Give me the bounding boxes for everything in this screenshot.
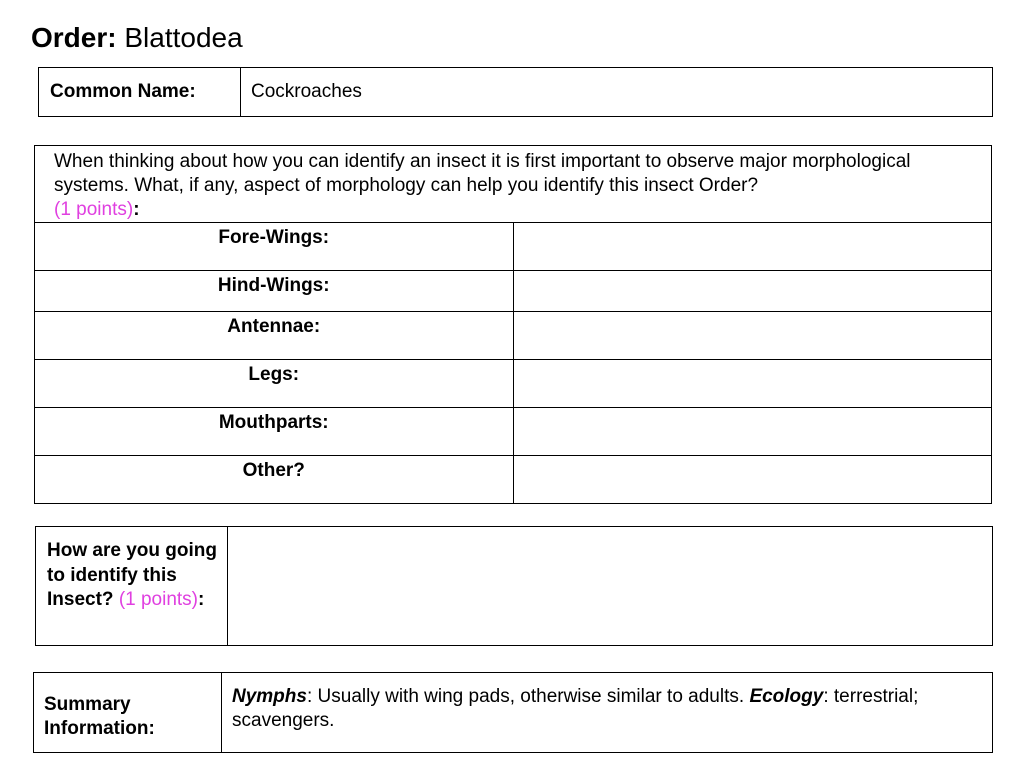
morphology-question-text: When thinking about how you can identify an insect it is first important to observe major morphological systems. What, if any, aspect of morphology can help you identify this insect Order?: [54, 151, 911, 196]
nymphs-label: Nymphs: [232, 686, 307, 707]
identification-answer[interactable]: [228, 527, 993, 646]
identification-points-suffix: :: [198, 589, 205, 610]
identification-question-text: How are you going to identify this Insect?: [47, 540, 217, 610]
legs-answer[interactable]: [513, 360, 992, 408]
summary-label: Summary Information:: [34, 673, 222, 753]
morphology-table: [34, 145, 992, 504]
common-name-table: [38, 67, 993, 117]
summary-value: [222, 673, 993, 753]
order-label: Order:: [31, 22, 117, 53]
fore-wings-label: Fore-Wings:: [35, 223, 514, 271]
morphology-points-suffix: :: [133, 199, 140, 220]
hind-wings-answer[interactable]: [513, 271, 992, 312]
ecology-text: : terrestrial; scavengers.: [232, 686, 919, 731]
identification-points: (1 points): [118, 589, 199, 610]
mouthparts-label: Mouthparts:: [35, 408, 514, 456]
fore-wings-answer[interactable]: [513, 223, 992, 271]
page-title: [31, 18, 243, 58]
hind-wings-label: Hind-Wings:: [35, 271, 514, 312]
common-name-value[interactable]: Cockroaches: [241, 68, 993, 117]
mouthparts-answer[interactable]: [513, 408, 992, 456]
morphology-question: [35, 146, 992, 223]
antennae-answer[interactable]: [513, 312, 992, 360]
nymphs-text: : Usually with wing pads, otherwise similar to adults.: [306, 686, 750, 707]
common-name-label: Common Name:: [39, 68, 241, 117]
other-label: Other?: [35, 456, 514, 504]
summary-table: [33, 672, 993, 753]
morphology-points: (1 points): [54, 199, 134, 220]
identification-question: [36, 527, 228, 646]
legs-label: Legs:: [35, 360, 514, 408]
antennae-label: Antennae:: [35, 312, 514, 360]
other-answer[interactable]: [513, 456, 992, 504]
order-value: Blattodea: [124, 22, 243, 53]
identification-table: [35, 526, 993, 646]
ecology-label: Ecology: [749, 686, 824, 707]
